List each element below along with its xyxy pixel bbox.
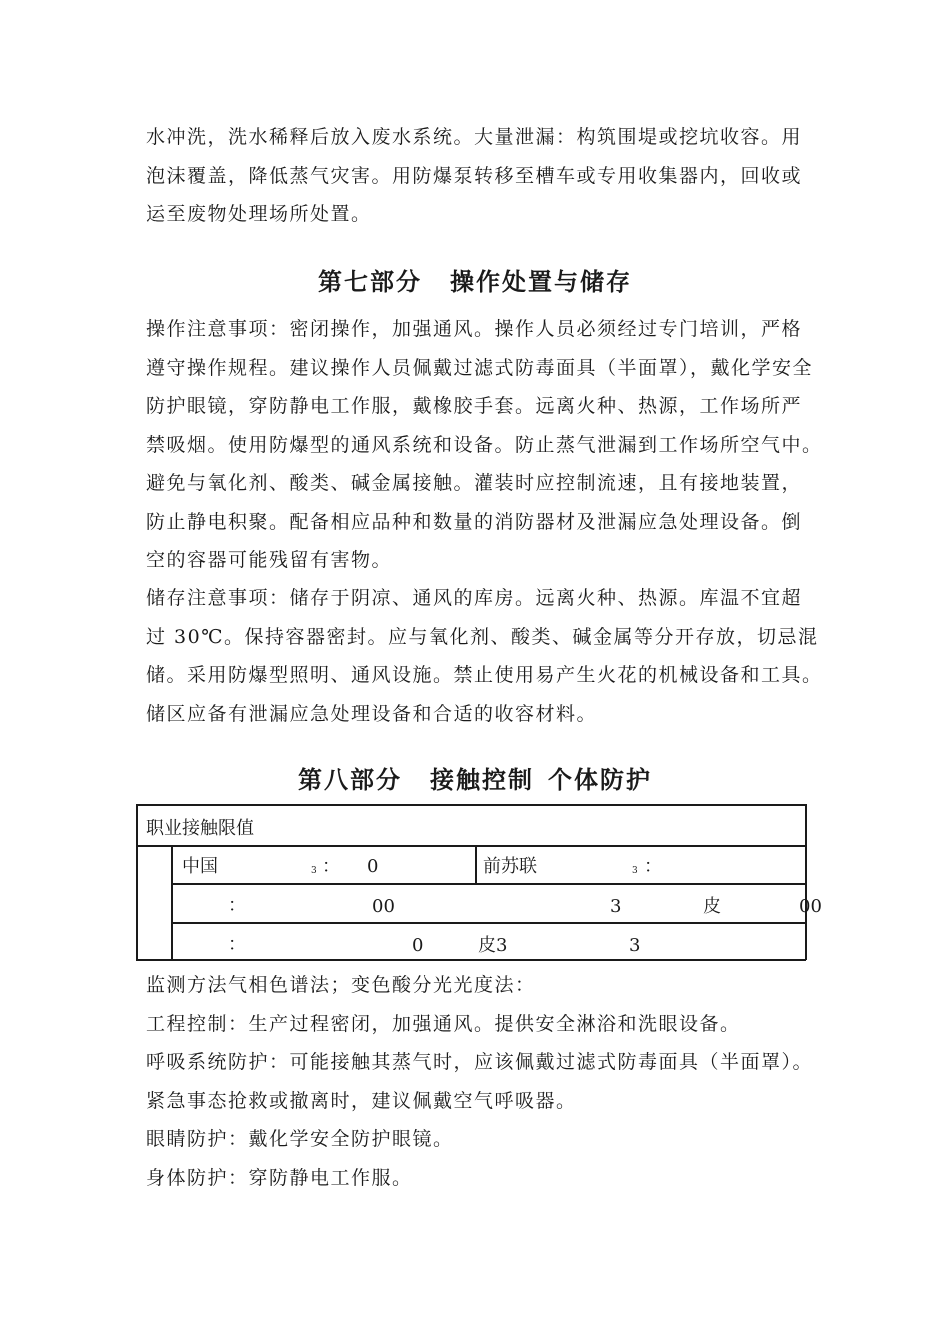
china-colon: ： <box>322 856 340 877</box>
section6-tail-paragraph <box>146 118 802 234</box>
text-line: 过 30℃。保持容器密封。应与氧化剂、酸类、碱金属等分开存放，切忌混 <box>146 625 819 648</box>
section8-heading <box>0 760 950 795</box>
section8-heading-part: 第八部分 <box>298 766 402 794</box>
text-line: 避免与氧化剂、酸类、碱金属接触。灌装时应控制流速，且有接地装置， <box>146 472 803 494</box>
table-header: 职业接触限值 <box>146 818 254 839</box>
china-value: 0 <box>367 856 379 877</box>
row3-number: 3 <box>629 935 641 956</box>
row2-skin: 皮 <box>703 896 721 917</box>
text-line: 水冲洗，洗水稀释后放入废水系统。大量泄漏：构筑围堤或挖坑收容。用 <box>146 126 803 148</box>
text-line: 禁吸烟。使用防爆型的通风系统和设备。防止蒸气泄漏到工作场所空气中。 <box>146 433 823 456</box>
table-border <box>171 883 806 885</box>
table-border <box>171 922 806 924</box>
text-line: 身体防护：穿防静电工作服。 <box>146 1166 413 1189</box>
text-line: 运至废物处理场所处置。 <box>146 203 372 225</box>
text-line: 防止静电积聚。配备相应品种和数量的消防器材及泄漏应急处理设备。倒 <box>146 510 803 533</box>
row2-end: 00 <box>799 896 822 917</box>
ussr-colon: ： <box>644 856 662 877</box>
text-line: 工程控制：生产过程密闭，加强通风。提供安全淋浴和洗眼设备。 <box>146 1012 741 1035</box>
row2-number: 3 <box>610 896 622 917</box>
ussr-unit-sup: 3 <box>632 866 638 876</box>
row2-colon: ： <box>228 895 246 916</box>
china-unit-sup: 3 <box>311 866 317 876</box>
table-border <box>805 804 807 960</box>
exposure-limits-table <box>136 804 822 960</box>
section8-heading-sub: 个体防护 <box>548 766 652 794</box>
table-border <box>136 959 806 961</box>
table-border <box>136 804 138 960</box>
row3-value: 0 <box>412 935 424 956</box>
row3-skin: 皮3 <box>478 935 508 956</box>
table-border <box>475 845 477 883</box>
text-line: 空的容器可能残留有害物。 <box>146 549 393 571</box>
text-line: 储区应备有泄漏应急处理设备和合适的收容材料。 <box>146 702 598 725</box>
text-line: 储。采用防爆型照明、通风设施。禁止使用易产生火花的机械设备和工具。 <box>146 664 823 686</box>
text-line: 紧急事态抢救或撤离时，建议佩戴空气呼吸器。 <box>146 1089 577 1112</box>
table-border <box>136 845 806 847</box>
text-line: 泡沫覆盖，降低蒸气灾害。用防爆泵转移至槽车或专用收集器内，回收或 <box>146 164 803 187</box>
table-border <box>136 804 806 806</box>
protection-paragraph <box>146 966 813 1197</box>
text-line: 眼睛防护：戴化学安全防护眼镜。 <box>146 1128 454 1150</box>
text-line: 呼吸系统防护：可能接触其蒸气时，应该佩戴过滤式防毒面具（半面罩）。 <box>146 1051 814 1073</box>
text-line: 储存注意事项：储存于阴凉、通风的库房。远离火种、热源。库温不宜超 <box>146 587 803 609</box>
table-border <box>171 845 173 960</box>
operation-notes-paragraph <box>146 310 823 580</box>
section7-heading-title: 操作处置与储存 <box>450 268 632 296</box>
text-line: 防护眼镜，穿防静电工作服，戴橡胶手套。远离火种、热源，工作场所严 <box>146 395 803 417</box>
text-line: 遵守操作规程。建议操作人员佩戴过滤式防毒面具（半面罩），戴化学安全 <box>146 356 814 379</box>
section7-heading <box>0 262 950 297</box>
text-line: 监测方法气相色谱法；变色酸分光光度法： <box>146 974 536 996</box>
row2-value: 00 <box>372 896 395 917</box>
section8-heading-title: 接触控制 <box>430 766 534 794</box>
row3-colon: ： <box>228 934 246 955</box>
china-label: 中国 <box>182 856 218 877</box>
storage-notes-paragraph <box>146 579 823 733</box>
text-line: 操作注意事项：密闭操作，加强通风。操作人员必须经过专门培训，严格 <box>146 318 803 340</box>
section7-heading-part: 第七部分 <box>318 268 422 296</box>
ussr-label: 前苏联 <box>483 856 537 877</box>
